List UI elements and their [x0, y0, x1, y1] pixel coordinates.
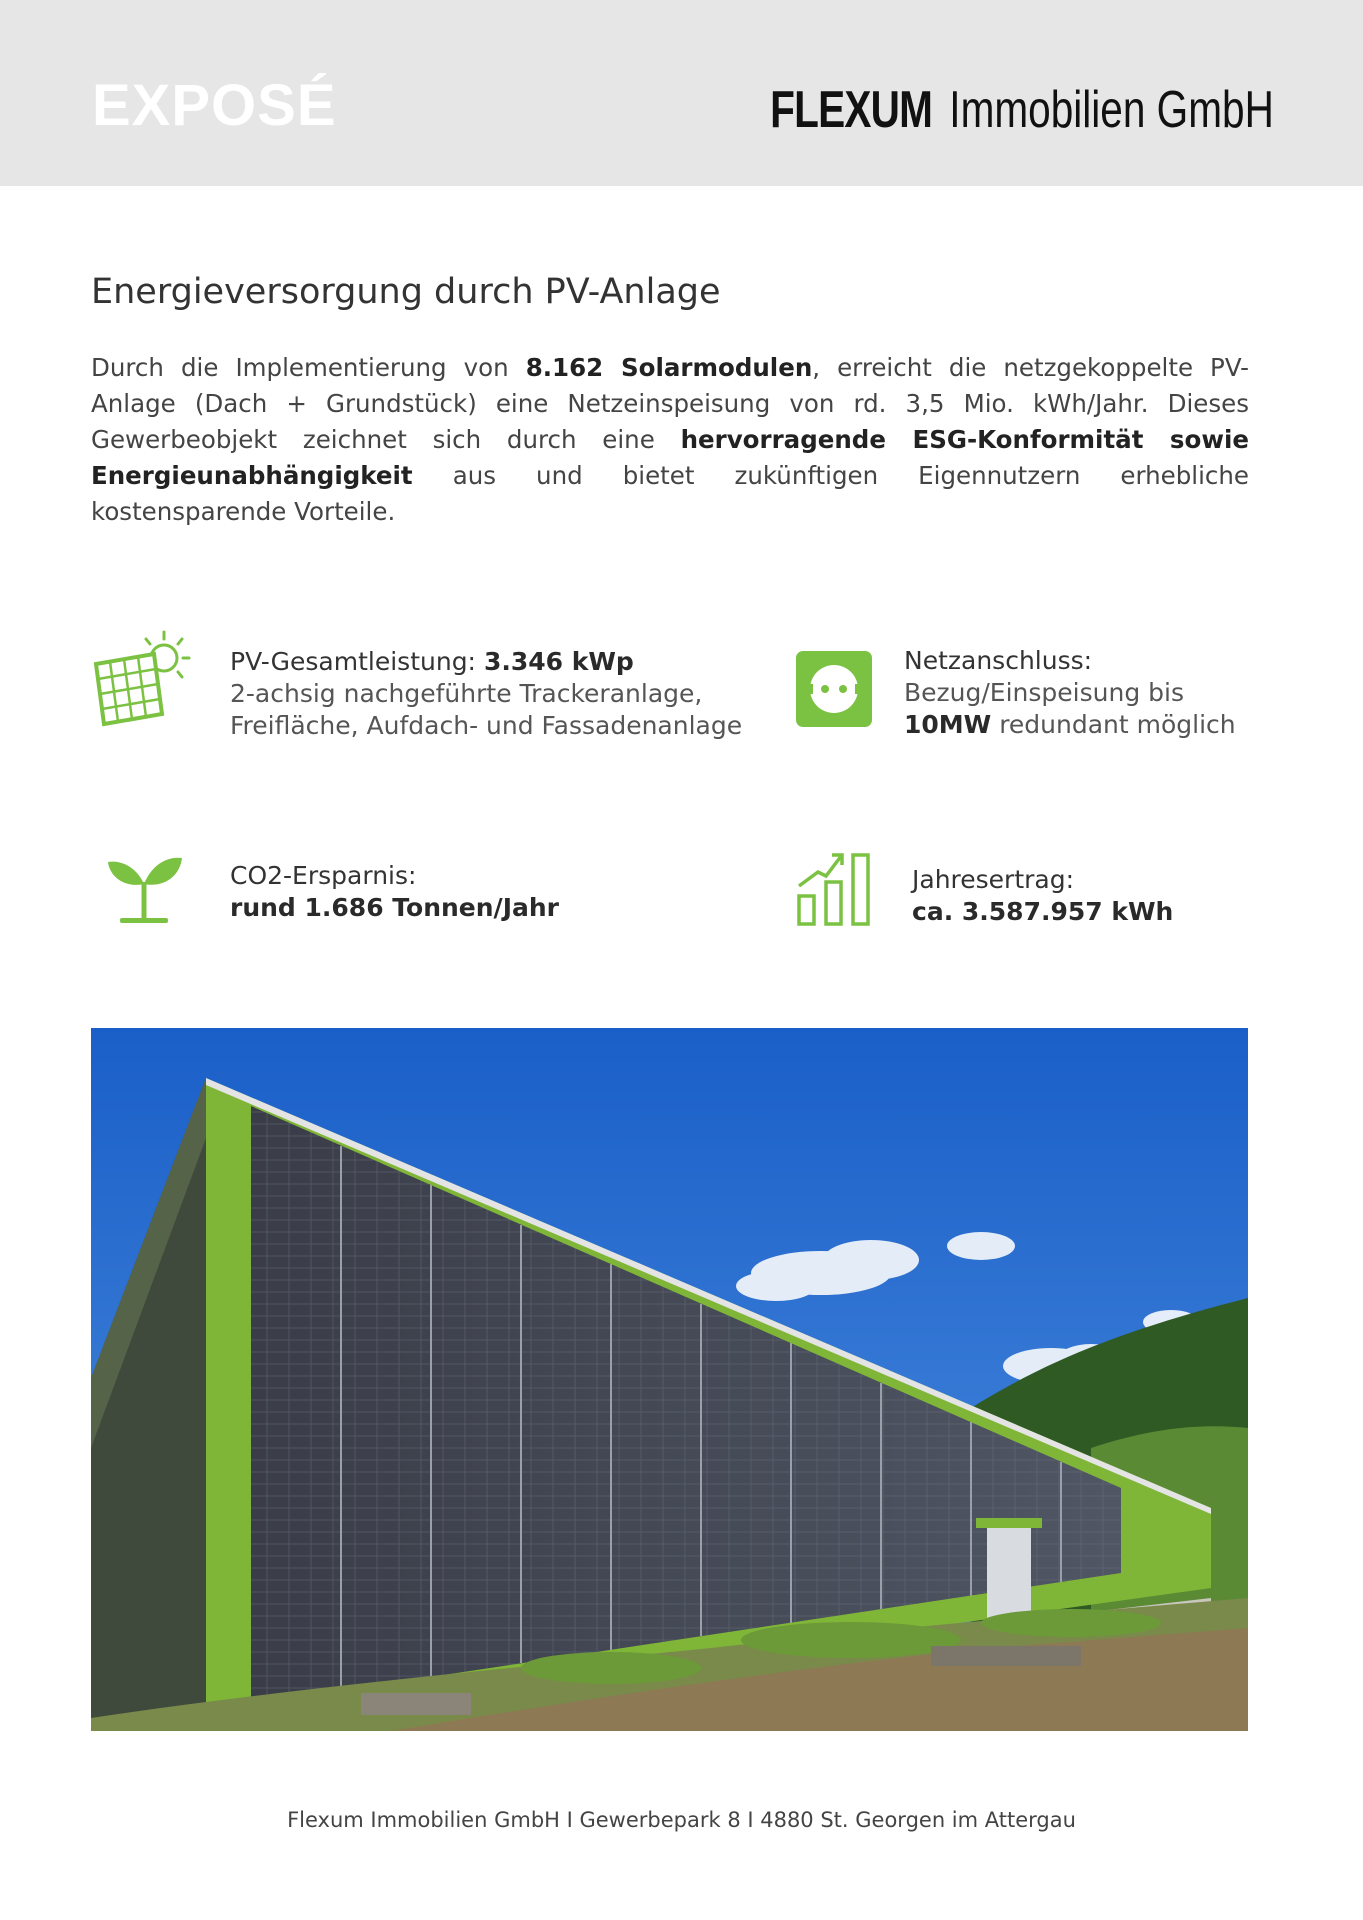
- grid-label: Netzanschluss:: [904, 646, 1093, 675]
- yield-feature: [912, 864, 1173, 928]
- pv-detail-2: Freifläche, Aufdach- und Fassadenanlage: [230, 711, 743, 740]
- solar-panel-icon: [92, 624, 198, 732]
- intro-bold-1: 8.162 Solarmodulen: [525, 353, 813, 382]
- grid-detail-1: Bezug/Einspeisung bis: [904, 678, 1184, 707]
- pv-feature: [230, 646, 742, 742]
- power-socket-icon: [796, 651, 872, 731]
- co2-label: CO2-Ersparnis:: [230, 861, 417, 890]
- intro-text-1: Durch die Implementierung von: [91, 353, 526, 382]
- pv-label: PV-Gesamtleistung:: [230, 647, 484, 676]
- pv-value: 3.346 kWp: [483, 647, 634, 676]
- intro-text-2: , erreicht die netzgekoppelte PV-Anlage (Dach + Grundstück) eine Netzeinspeisung von rd. 3,5 Mio. kWh/Jahr. Dieses Gewerbeobjekt zeichnet sich durch eine: [91, 353, 1249, 454]
- footer-address: Flexum Immobilien GmbH I Gewerbepark 8 I 4880 St. Georgen im Attergau: [287, 1808, 1076, 1832]
- brand-name-bold: FLEXUM: [770, 81, 933, 139]
- section-title: Energieversorgung durch PV-Anlage: [91, 272, 721, 312]
- header-bar: [0, 0, 1363, 186]
- co2-value: rund 1.686 Tonnen/Jahr: [230, 893, 559, 922]
- co2-feature: [230, 860, 559, 924]
- seedling-icon: [106, 848, 182, 928]
- pv-detail-1: 2-achsig nachgeführte Trackeranlage,: [230, 679, 703, 708]
- yield-label: Jahresertrag:: [912, 865, 1075, 894]
- growth-chart-icon: [796, 850, 872, 930]
- expose-label: EXPOSÉ: [92, 73, 337, 138]
- brand-logo: [770, 80, 1274, 140]
- building-photo: [91, 1028, 1248, 1731]
- grid-feature: [904, 645, 1236, 741]
- yield-value: ca. 3.587.957 kWh: [912, 897, 1174, 926]
- grid-detail-2: redundant möglich: [991, 710, 1236, 739]
- intro-text-3: aus und bietet zukünftigen Eigennutzern erhebliche kostensparende Vorteile.: [91, 461, 1249, 526]
- intro-paragraph: [91, 350, 1249, 530]
- grid-value: 10MW: [904, 710, 992, 739]
- intro-bold-2: hervorragende ESG-Konformität sowie Energieunabhängigkeit: [91, 425, 1249, 490]
- brand-name-rest: Immobilien GmbH: [949, 81, 1274, 139]
